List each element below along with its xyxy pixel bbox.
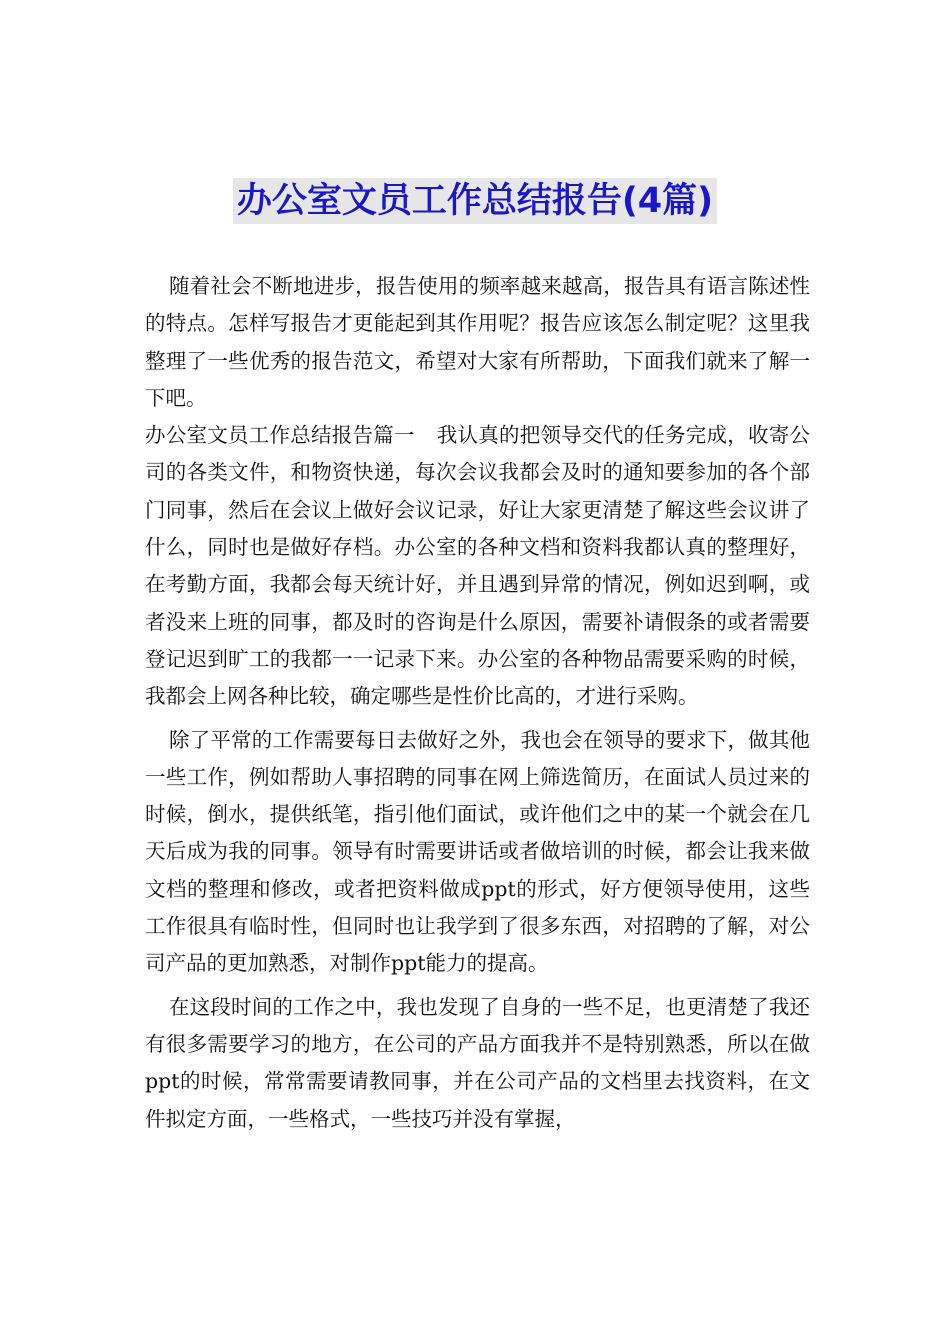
intro-paragraph: 随着社会不断地进步，报告使用的频率越来越高，报告具有语言陈述性的特点。怎样写报告才更能起到其作用呢？报告应该怎么制定呢？这里我整理了一些优秀的报告范文，希望对大家有所帮助，下面我们就来了解一下吧。 (145, 274, 810, 410)
paragraph-2: 除了平常的工作需要每日去做好之外，我也会在领导的要求下，做其他一些工作，例如帮助人事招聘的同事在网上筛选简历，在面试人员过来的时候，倒水，提供纸笔，指引他们面试，或许他们之中的某一个就会在几天后成为我的同事。领导有时需要讲话或者做培训的时候，都会让我来做文档的整理和修改，或者把资料做成ppt的形式，好方便领导使用，这些工作很具有临时性，但同时也让我学到了很多东西，对招聘的了解，对公司产品的更加熟悉，对制作ppt能力的提高。 (145, 727, 810, 976)
document-body (145, 268, 810, 1138)
section1-paragraph (145, 417, 810, 715)
section1-heading: 办公室文员工作总结报告篇一 (145, 423, 415, 448)
paragraph-3: 在这段时间的工作之中，我也发现了自身的一些不足，也更清楚了我还有很多需要学习的地方，在公司的产品方面我并不是特别熟悉，所以在做ppt的时候，常常需要请教同事，并在公司产品的文档里去找资料，在文件拟定方面，一些格式，一些技巧并没有掌握， (145, 994, 810, 1131)
title-container (0, 178, 950, 224)
document-title: 办公室文员工作总结报告(4篇) (233, 178, 717, 224)
section1-text: 我认真的把领导交代的任务完成，收寄公司的各类文件，和物资快递，每次会议我都会及时的通知要参加的各个部门同事，然后在会议上做好会议记录，好让大家更清楚了解这些会议讲了什么，同时也是做好存档。办公室的各种文档和资料我都认真的整理好，在考勤方面，我都会每天统计好，并且遇到异常的情况，例如迟到啊，或者没来上班的同事，都及时的咨询是什么原因，需要补请假条的或者需要登记迟到旷工的我都一一记录下来。办公室的各种物品需要采购的时候，我都会上网各种比较，确定哪些是性价比高的，才进行采购。 (145, 423, 810, 709)
